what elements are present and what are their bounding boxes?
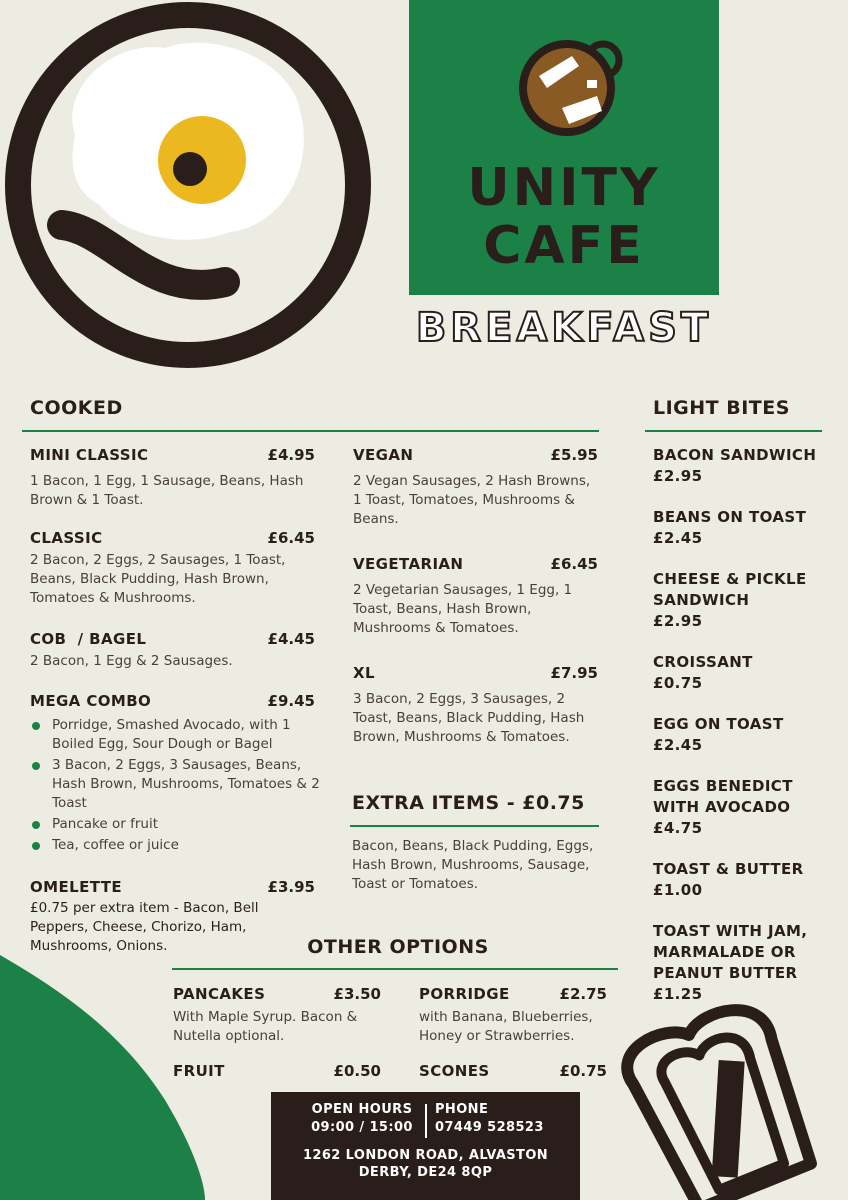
menu-item-mega-combo — [30, 692, 320, 857]
item-price: £7.95 — [550, 664, 598, 682]
other-options-heading: OTHER OPTIONS — [307, 936, 489, 958]
brand-line-1: UNITY — [467, 158, 661, 218]
item-price: £6.45 — [267, 529, 315, 547]
item-price: £5.95 — [550, 446, 598, 464]
item-name: VEGETARIAN — [353, 555, 464, 573]
cooked-rule — [22, 430, 599, 432]
list-item: Porridge, Smashed Avocado, with 1 Boiled Egg, Sour Dough or Bagel — [30, 716, 328, 754]
light-bite-item: CROISSANT £0.75 — [653, 653, 753, 692]
menu-item-mini-classic — [30, 446, 315, 510]
bullet-dot-icon — [32, 842, 40, 850]
item-desc: with Banana, Blueberries, Honey or Strawberries. — [419, 1009, 593, 1044]
item-desc: 1 Bacon, 1 Egg, 1 Sausage, Beans, Hash Brown & 1 Toast. — [30, 473, 304, 508]
hours-label: OPEN HOURS — [311, 1102, 413, 1117]
light-bite-item: TOAST & BUTTER £1.00 — [653, 860, 804, 899]
menu-item-xl — [353, 664, 598, 747]
item-price: £9.45 — [267, 692, 315, 710]
item-price: £4.95 — [267, 446, 315, 464]
item-desc: 2 Bacon, 1 Egg & 2 Sausages. — [30, 653, 233, 669]
item-desc: 3 Bacon, 2 Eggs, 3 Sausages, 2 Toast, Beans, Black Pudding, Hash Brown, Mushrooms & Tomatoes. — [353, 691, 585, 745]
menu-item-classic — [30, 529, 315, 608]
item-name: FRUIT — [173, 1062, 225, 1080]
bullet-dot-icon — [32, 722, 40, 730]
menu-item-pancakes — [173, 985, 381, 1046]
item-desc: £0.75 per extra item - Bacon, Bell Peppers, Cheese, Chorizo, Ham, Mushrooms, Onions. — [30, 900, 259, 954]
address-line-2: DERBY, DE24 8QP — [358, 1165, 493, 1180]
footer-divider — [425, 1104, 427, 1138]
extra-items-rule — [350, 825, 599, 827]
menu-item-porridge — [419, 985, 607, 1046]
plate-egg-bacon-illustration — [0, 0, 390, 380]
hours-value: 09:00 / 15:00 — [311, 1120, 413, 1135]
item-name: XL — [353, 664, 375, 682]
item-name: PORRIDGE — [419, 985, 510, 1003]
footer-info-box — [271, 1092, 580, 1200]
item-name: PANCAKES — [173, 985, 266, 1003]
item-name: CLASSIC — [30, 529, 103, 547]
light-bite-item: EGG ON TOAST £2.45 — [653, 715, 784, 754]
page-title: BREAKFAST — [415, 305, 713, 351]
extra-items-heading: EXTRA ITEMS - £0.75 — [352, 792, 585, 814]
bullet-dot-icon — [32, 762, 40, 770]
list-item: Pancake or fruit — [30, 815, 328, 834]
address-line-1: 1262 LONDON ROAD, ALVASTON — [302, 1148, 549, 1163]
cooked-heading: COOKED — [30, 397, 123, 419]
item-price: £4.45 — [267, 630, 315, 648]
menu-item-scones — [419, 1062, 607, 1080]
list-item: 3 Bacon, 2 Eggs, 3 Sausages, Beans, Hash Brown, Mushrooms, Tomatoes & 2 Toast — [30, 756, 328, 813]
other-options-rule — [172, 968, 618, 970]
light-bite-item: BEANS ON TOAST £2.45 — [653, 508, 807, 547]
item-price: £0.75 — [559, 1062, 607, 1080]
item-name: SCONES — [419, 1062, 490, 1080]
combo-bullets — [30, 716, 328, 855]
light-bites-heading: LIGHT BITES — [653, 397, 790, 419]
menu-item-fruit — [173, 1062, 381, 1080]
light-bite-item: CHEESE & PICKLE SANDWICH £2.95 — [653, 570, 807, 630]
item-price: £3.95 — [267, 878, 315, 896]
item-price: £6.45 — [550, 555, 598, 573]
item-price: £3.50 — [333, 985, 381, 1003]
menu-item-cob-bagel — [30, 630, 315, 671]
brand-line-2: CAFE — [483, 216, 645, 276]
item-name: COB / BAGEL — [30, 630, 147, 648]
toast-illustration — [610, 990, 848, 1200]
logo-block — [409, 0, 719, 295]
item-name: MINI CLASSIC — [30, 446, 149, 464]
item-name: VEGAN — [353, 446, 414, 464]
bullet-dot-icon — [32, 821, 40, 829]
item-name: OMELETTE — [30, 878, 122, 896]
menu-item-vegan — [353, 446, 598, 529]
light-bites-rule — [645, 430, 822, 432]
extra-items-desc: Bacon, Beans, Black Pudding, Eggs, Hash Brown, Mushrooms, Sausage, Toast or Tomatoes. — [352, 838, 594, 892]
phone-label: PHONE — [435, 1102, 489, 1117]
light-bite-item: EGGS BENEDICT WITH AVOCADO £4.75 — [653, 777, 793, 837]
list-item: Tea, coffee or juice — [30, 836, 328, 855]
item-desc: 2 Vegetarian Sausages, 1 Egg, 1 Toast, Beans, Hash Brown, Mushrooms & Tomatoes. — [353, 582, 573, 636]
item-price: £0.50 — [333, 1062, 381, 1080]
item-desc: With Maple Syrup. Bacon & Nutella optional. — [173, 1009, 358, 1044]
item-name: MEGA COMBO — [30, 692, 152, 710]
item-desc: 2 Vegan Sausages, 2 Hash Browns, 1 Toast, Tomatoes, Mushrooms & Beans. — [353, 473, 591, 527]
item-price: £2.75 — [559, 985, 607, 1003]
phone-value: 07449 528523 — [435, 1120, 544, 1135]
light-bite-item: TOAST WITH JAM, MARMALADE OR PEANUT BUTTER £1.25 — [653, 922, 808, 1003]
menu-item-vegetarian — [353, 555, 598, 638]
light-bite-item: BACON SANDWICH £2.95 — [653, 446, 817, 485]
coffee-cup-logo-icon — [517, 36, 627, 141]
item-desc: 2 Bacon, 2 Eggs, 2 Sausages, 1 Toast, Beans, Black Pudding, Hash Brown, Tomatoes & Mushrooms. — [30, 552, 286, 606]
